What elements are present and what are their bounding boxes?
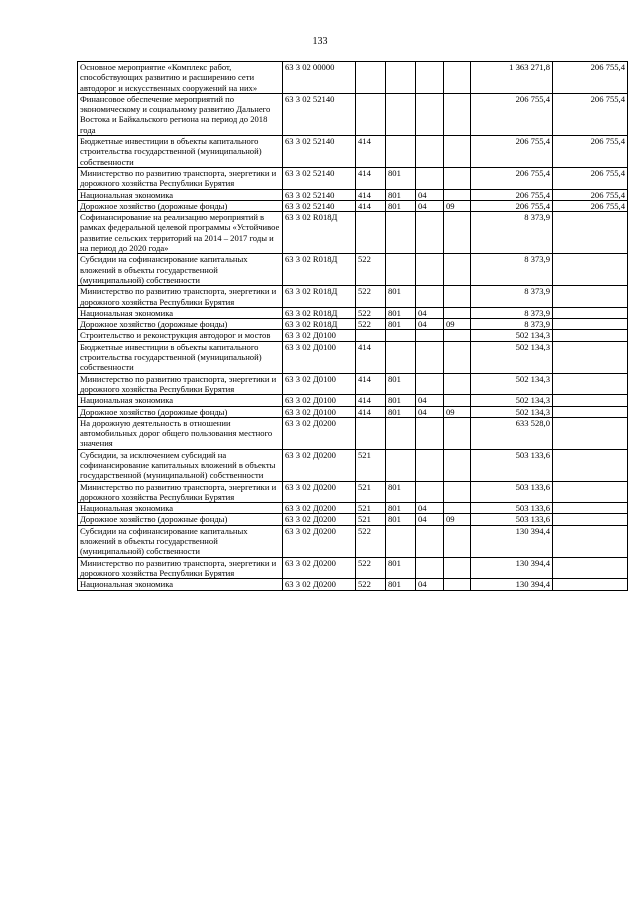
amount-year2-cell bbox=[553, 525, 628, 557]
amount-year1-cell: 502 134,3 bbox=[471, 373, 553, 395]
ministry-code-cell: 801 bbox=[386, 557, 416, 579]
table-row bbox=[78, 503, 628, 514]
subsection-cell bbox=[444, 395, 471, 406]
ministry-code-cell bbox=[386, 525, 416, 557]
row-name-cell: Дорожное хозяйство (дорожные фонды) bbox=[78, 406, 283, 417]
subsection-cell bbox=[444, 330, 471, 341]
section-cell bbox=[416, 254, 444, 286]
table-row bbox=[78, 406, 628, 417]
ministry-code-cell bbox=[386, 212, 416, 254]
expense-type-cell: 414 bbox=[356, 395, 386, 406]
ministry-code-cell: 801 bbox=[386, 514, 416, 525]
amount-year2-cell bbox=[553, 557, 628, 579]
subsection-cell bbox=[444, 557, 471, 579]
amount-year1-cell: 503 133,6 bbox=[471, 514, 553, 525]
row-name-cell: Национальная экономика bbox=[78, 189, 283, 200]
row-name-cell: Основное мероприятие «Комплекс работ, способствующих развитию и расширению сети автодорог и искусственных сооружений на них» bbox=[78, 62, 283, 94]
ministry-code-cell bbox=[386, 93, 416, 135]
ministry-code-cell bbox=[386, 341, 416, 373]
amount-year2-cell: 206 755,4 bbox=[553, 136, 628, 168]
amount-year1-cell: 503 133,6 bbox=[471, 503, 553, 514]
table-row bbox=[78, 525, 628, 557]
expense-type-cell: 522 bbox=[356, 525, 386, 557]
subsection-cell bbox=[444, 481, 471, 503]
subsection-cell: 09 bbox=[444, 200, 471, 211]
section-cell: 04 bbox=[416, 579, 444, 590]
amount-year1-cell: 502 134,3 bbox=[471, 341, 553, 373]
row-name-cell: Финансовое обеспечение мероприятий по экономическому и социальному развитию Дальнего Востока и Байкальского региона на период до 2018 года bbox=[78, 93, 283, 135]
target-article-cell: 63 3 02 R018Д bbox=[283, 212, 356, 254]
target-article-cell: 63 3 02 Д0100 bbox=[283, 395, 356, 406]
section-cell: 04 bbox=[416, 189, 444, 200]
target-article-cell: 63 3 02 Д0200 bbox=[283, 449, 356, 481]
section-cell: 04 bbox=[416, 200, 444, 211]
expense-type-cell: 414 bbox=[356, 189, 386, 200]
target-article-cell: 63 3 02 R018Д bbox=[283, 254, 356, 286]
expense-type-cell: 414 bbox=[356, 167, 386, 189]
subsection-cell bbox=[444, 503, 471, 514]
amount-year2-cell: 206 755,4 bbox=[553, 189, 628, 200]
ministry-code-cell bbox=[386, 330, 416, 341]
amount-year2-cell bbox=[553, 481, 628, 503]
section-cell: 04 bbox=[416, 406, 444, 417]
section-cell bbox=[416, 557, 444, 579]
target-article-cell: 63 3 02 Д0200 bbox=[283, 481, 356, 503]
amount-year2-cell bbox=[553, 254, 628, 286]
subsection-cell bbox=[444, 341, 471, 373]
amount-year2-cell bbox=[553, 449, 628, 481]
subsection-cell: 09 bbox=[444, 406, 471, 417]
table-row bbox=[78, 189, 628, 200]
amount-year2-cell bbox=[553, 330, 628, 341]
subsection-cell bbox=[444, 373, 471, 395]
amount-year1-cell: 8 373,9 bbox=[471, 286, 553, 308]
expense-type-cell: 414 bbox=[356, 200, 386, 211]
target-article-cell: 63 3 02 R018Д bbox=[283, 307, 356, 318]
table-row bbox=[78, 341, 628, 373]
amount-year1-cell: 8 373,9 bbox=[471, 212, 553, 254]
subsection-cell bbox=[444, 449, 471, 481]
amount-year1-cell: 502 134,3 bbox=[471, 406, 553, 417]
amount-year1-cell: 8 373,9 bbox=[471, 319, 553, 330]
section-cell: 04 bbox=[416, 395, 444, 406]
ministry-code-cell bbox=[386, 449, 416, 481]
target-article-cell: 63 3 02 Д0200 bbox=[283, 525, 356, 557]
target-article-cell: 63 3 02 Д0200 bbox=[283, 503, 356, 514]
section-cell bbox=[416, 62, 444, 94]
row-name-cell: Дорожное хозяйство (дорожные фонды) bbox=[78, 200, 283, 211]
amount-year2-cell bbox=[553, 319, 628, 330]
ministry-code-cell: 801 bbox=[386, 579, 416, 590]
amount-year1-cell: 206 755,4 bbox=[471, 93, 553, 135]
table-row bbox=[78, 93, 628, 135]
amount-year1-cell: 130 394,4 bbox=[471, 579, 553, 590]
section-cell bbox=[416, 525, 444, 557]
ministry-code-cell: 801 bbox=[386, 373, 416, 395]
section-cell bbox=[416, 417, 444, 449]
table-row bbox=[78, 514, 628, 525]
row-name-cell: Министерство по развитию транспорта, энергетики и дорожного хозяйства Республики Бурятия bbox=[78, 286, 283, 308]
expense-type-cell: 522 bbox=[356, 254, 386, 286]
table-row bbox=[78, 557, 628, 579]
budget-table-body bbox=[78, 62, 628, 591]
amount-year2-cell bbox=[553, 417, 628, 449]
table-row bbox=[78, 481, 628, 503]
row-name-cell: Национальная экономика bbox=[78, 395, 283, 406]
section-cell bbox=[416, 330, 444, 341]
expense-type-cell: 414 bbox=[356, 406, 386, 417]
expense-type-cell: 414 bbox=[356, 341, 386, 373]
target-article-cell: 63 3 02 Д0100 bbox=[283, 330, 356, 341]
target-article-cell: 63 3 02 Д0100 bbox=[283, 406, 356, 417]
section-cell bbox=[416, 136, 444, 168]
target-article-cell: 63 3 02 Д0200 bbox=[283, 579, 356, 590]
expense-type-cell: 414 bbox=[356, 373, 386, 395]
ministry-code-cell: 801 bbox=[386, 200, 416, 211]
amount-year1-cell: 130 394,4 bbox=[471, 557, 553, 579]
amount-year1-cell: 8 373,9 bbox=[471, 254, 553, 286]
subsection-cell bbox=[444, 62, 471, 94]
expense-type-cell bbox=[356, 330, 386, 341]
row-name-cell: Национальная экономика bbox=[78, 579, 283, 590]
table-row bbox=[78, 395, 628, 406]
amount-year1-cell: 206 755,4 bbox=[471, 200, 553, 211]
row-name-cell: Национальная экономика bbox=[78, 503, 283, 514]
ministry-code-cell bbox=[386, 417, 416, 449]
expense-type-cell: 522 bbox=[356, 319, 386, 330]
ministry-code-cell bbox=[386, 254, 416, 286]
subsection-cell bbox=[444, 93, 471, 135]
amount-year1-cell: 1 363 271,8 bbox=[471, 62, 553, 94]
section-cell bbox=[416, 373, 444, 395]
table-row bbox=[78, 212, 628, 254]
row-name-cell: Субсидии на софинансирование капитальных вложений в объекты государственной (муниципальной) собственности bbox=[78, 525, 283, 557]
target-article-cell: 63 3 02 52140 bbox=[283, 136, 356, 168]
target-article-cell: 63 3 02 R018Д bbox=[283, 319, 356, 330]
row-name-cell: Дорожное хозяйство (дорожные фонды) bbox=[78, 319, 283, 330]
amount-year2-cell bbox=[553, 212, 628, 254]
row-name-cell: Министерство по развитию транспорта, энергетики и дорожного хозяйства Республики Бурятия bbox=[78, 557, 283, 579]
expense-type-cell bbox=[356, 417, 386, 449]
target-article-cell: 63 3 02 00000 bbox=[283, 62, 356, 94]
ministry-code-cell: 801 bbox=[386, 395, 416, 406]
subsection-cell bbox=[444, 579, 471, 590]
table-row bbox=[78, 449, 628, 481]
table-row bbox=[78, 330, 628, 341]
amount-year2-cell bbox=[553, 307, 628, 318]
amount-year2-cell: 206 755,4 bbox=[553, 62, 628, 94]
row-name-cell: Дорожное хозяйство (дорожные фонды) bbox=[78, 514, 283, 525]
ministry-code-cell: 801 bbox=[386, 189, 416, 200]
subsection-cell bbox=[444, 286, 471, 308]
target-article-cell: 63 3 02 52140 bbox=[283, 93, 356, 135]
expense-type-cell bbox=[356, 93, 386, 135]
amount-year1-cell: 502 134,3 bbox=[471, 330, 553, 341]
amount-year1-cell: 502 134,3 bbox=[471, 395, 553, 406]
target-article-cell: 63 3 02 52140 bbox=[283, 200, 356, 211]
subsection-cell: 09 bbox=[444, 514, 471, 525]
ministry-code-cell: 801 bbox=[386, 307, 416, 318]
subsection-cell bbox=[444, 417, 471, 449]
row-name-cell: Национальная экономика bbox=[78, 307, 283, 318]
ministry-code-cell bbox=[386, 62, 416, 94]
section-cell bbox=[416, 449, 444, 481]
table-row bbox=[78, 319, 628, 330]
section-cell: 04 bbox=[416, 319, 444, 330]
page-number: 133 bbox=[312, 36, 328, 47]
table-row bbox=[78, 286, 628, 308]
amount-year2-cell bbox=[553, 503, 628, 514]
expense-type-cell bbox=[356, 212, 386, 254]
row-name-cell: Бюджетные инвестиции в объекты капитального строительства государственной (муниципальной) собственности bbox=[78, 341, 283, 373]
subsection-cell bbox=[444, 189, 471, 200]
amount-year1-cell: 130 394,4 bbox=[471, 525, 553, 557]
row-name-cell: Софинансирование на реализацию мероприятий в рамках федеральной целевой программы «Устойчивое развитие сельских территорий на 2014 – 2017 годы и на период до 2020 года» bbox=[78, 212, 283, 254]
ministry-code-cell bbox=[386, 136, 416, 168]
amount-year2-cell bbox=[553, 579, 628, 590]
ministry-code-cell: 801 bbox=[386, 167, 416, 189]
subsection-cell: 09 bbox=[444, 319, 471, 330]
ministry-code-cell: 801 bbox=[386, 481, 416, 503]
table-row bbox=[78, 307, 628, 318]
row-name-cell: Министерство по развитию транспорта, энергетики и дорожного хозяйства Республики Бурятия bbox=[78, 373, 283, 395]
section-cell: 04 bbox=[416, 503, 444, 514]
target-article-cell: 63 3 02 R018Д bbox=[283, 286, 356, 308]
expense-type-cell bbox=[356, 62, 386, 94]
expense-type-cell: 521 bbox=[356, 449, 386, 481]
expense-type-cell: 414 bbox=[356, 136, 386, 168]
amount-year2-cell: 206 755,4 bbox=[553, 200, 628, 211]
subsection-cell bbox=[444, 136, 471, 168]
target-article-cell: 63 3 02 Д0200 bbox=[283, 557, 356, 579]
table-row bbox=[78, 254, 628, 286]
target-article-cell: 63 3 02 Д0100 bbox=[283, 373, 356, 395]
table-row bbox=[78, 373, 628, 395]
row-name-cell: Министерство по развитию транспорта, энергетики и дорожного хозяйства Республики Бурятия bbox=[78, 167, 283, 189]
section-cell bbox=[416, 341, 444, 373]
section-cell: 04 bbox=[416, 307, 444, 318]
amount-year1-cell: 206 755,4 bbox=[471, 136, 553, 168]
subsection-cell bbox=[444, 254, 471, 286]
target-article-cell: 63 3 02 Д0200 bbox=[283, 417, 356, 449]
ministry-code-cell: 801 bbox=[386, 319, 416, 330]
section-cell bbox=[416, 212, 444, 254]
subsection-cell bbox=[444, 167, 471, 189]
amount-year2-cell bbox=[553, 286, 628, 308]
amount-year2-cell bbox=[553, 514, 628, 525]
ministry-code-cell: 801 bbox=[386, 406, 416, 417]
expense-type-cell: 521 bbox=[356, 503, 386, 514]
row-name-cell: Строительство и реконструкция автодорог и мостов bbox=[78, 330, 283, 341]
subsection-cell bbox=[444, 307, 471, 318]
amount-year2-cell bbox=[553, 395, 628, 406]
expense-type-cell: 522 bbox=[356, 579, 386, 590]
budget-table bbox=[77, 61, 628, 591]
table-row bbox=[78, 136, 628, 168]
amount-year2-cell: 206 755,4 bbox=[553, 93, 628, 135]
amount-year2-cell bbox=[553, 373, 628, 395]
expense-type-cell: 522 bbox=[356, 286, 386, 308]
section-cell bbox=[416, 93, 444, 135]
amount-year1-cell: 503 133,6 bbox=[471, 481, 553, 503]
ministry-code-cell: 801 bbox=[386, 286, 416, 308]
expense-type-cell: 521 bbox=[356, 514, 386, 525]
ministry-code-cell: 801 bbox=[386, 503, 416, 514]
section-cell: 04 bbox=[416, 514, 444, 525]
table-row bbox=[78, 579, 628, 590]
table-row bbox=[78, 62, 628, 94]
row-name-cell: Бюджетные инвестиции в объекты капитального строительства государственной (муниципальной) собственности bbox=[78, 136, 283, 168]
amount-year2-cell bbox=[553, 341, 628, 373]
amount-year1-cell: 206 755,4 bbox=[471, 189, 553, 200]
subsection-cell bbox=[444, 212, 471, 254]
expense-type-cell: 521 bbox=[356, 481, 386, 503]
row-name-cell: Министерство по развитию транспорта, энергетики и дорожного хозяйства Республики Бурятия bbox=[78, 481, 283, 503]
row-name-cell: На дорожную деятельность в отношении автомобильных дорог общего пользования местного значения bbox=[78, 417, 283, 449]
target-article-cell: 63 3 02 52140 bbox=[283, 189, 356, 200]
section-cell bbox=[416, 286, 444, 308]
amount-year1-cell: 206 755,4 bbox=[471, 167, 553, 189]
section-cell bbox=[416, 481, 444, 503]
table-row bbox=[78, 417, 628, 449]
table-row bbox=[78, 200, 628, 211]
target-article-cell: 63 3 02 Д0100 bbox=[283, 341, 356, 373]
expense-type-cell: 522 bbox=[356, 557, 386, 579]
amount-year2-cell: 206 755,4 bbox=[553, 167, 628, 189]
amount-year1-cell: 8 373,9 bbox=[471, 307, 553, 318]
amount-year1-cell: 503 133,6 bbox=[471, 449, 553, 481]
subsection-cell bbox=[444, 525, 471, 557]
row-name-cell: Субсидии на софинансирование капитальных вложений в объекты государственной (муниципальной) собственности bbox=[78, 254, 283, 286]
amount-year1-cell: 633 528,0 bbox=[471, 417, 553, 449]
amount-year2-cell bbox=[553, 406, 628, 417]
target-article-cell: 63 3 02 52140 bbox=[283, 167, 356, 189]
table-row bbox=[78, 167, 628, 189]
section-cell bbox=[416, 167, 444, 189]
row-name-cell: Субсидии, за исключением субсидий на софинансирование капитальных вложений в объекты государственной (муниципальной) собственности bbox=[78, 449, 283, 481]
expense-type-cell: 522 bbox=[356, 307, 386, 318]
target-article-cell: 63 3 02 Д0200 bbox=[283, 514, 356, 525]
